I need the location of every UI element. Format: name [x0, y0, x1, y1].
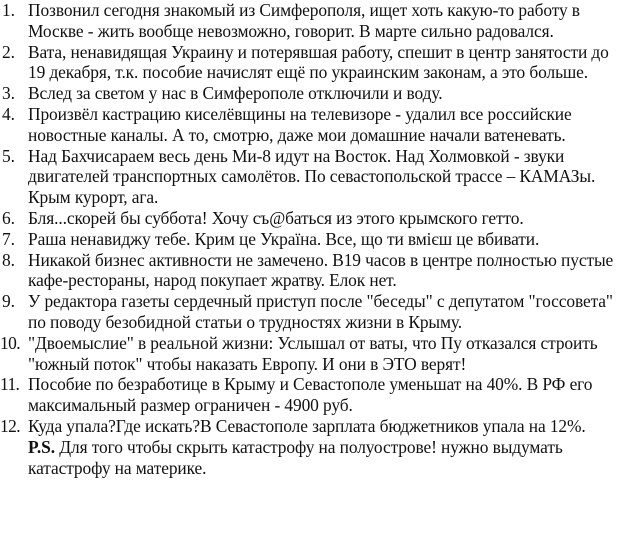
- postscript: [28, 437, 625, 479]
- item-number: 7.: [2, 228, 15, 249]
- postscript-text: Для того чтобы скрыть катастрофу на полуострове! нужно выдумать катастрофу на материке.: [28, 436, 563, 478]
- item-number: 2.: [2, 41, 15, 62]
- list-item: [0, 416, 625, 437]
- item-number: 11.: [0, 374, 20, 395]
- list-item: [0, 208, 625, 229]
- item-number: 9.: [2, 291, 15, 312]
- list-item: [0, 42, 625, 84]
- list-item: [0, 146, 625, 208]
- list-item: [0, 291, 625, 333]
- item-text: У редактора газеты сердечный приступ после "беседы" с депутатом "госсовета" по поводу безобидной статьи о трудностях жизни в Крыму.: [28, 291, 613, 332]
- list-item: [0, 374, 625, 416]
- item-number: 10.: [0, 332, 20, 353]
- item-text: Куда упала?Где искать?В Севастополе зарплата бюджетников упала на 12%.: [28, 415, 586, 436]
- item-text: Над Бахчисараем весь день Ми-8 идут на Восток. Над Холмовкой - звуки двигателей транспортных самолётов. По севастопольской трассе – КАМАЗы. Крым курорт, ага.: [28, 145, 596, 208]
- item-text: Вслед за светом у нас в Симферополе отключили и воду.: [28, 83, 443, 104]
- list-item: [0, 250, 625, 292]
- list-item: [0, 229, 625, 250]
- item-number: 3.: [2, 83, 15, 104]
- item-text: Произвёл кастрацию киселёвщины на телевизоре - удалил все российские новостные каналы. А то, смотрю, даже мои домашние начали ватеневать.: [28, 103, 572, 145]
- item-text: Никакой бизнес активности не замечено. В19 часов в центре полностью пустые кафе-рестораны, народ покупает жратву. Елок нет.: [28, 249, 614, 291]
- item-number: 5.: [2, 145, 15, 166]
- list-item: [0, 104, 625, 146]
- postscript-label: P.S.: [28, 436, 55, 457]
- item-text: Пособие по безработице в Крыму и Севастополе уменьшат на 40%. В РФ его максимальный размер ограничен - 4900 руб.: [28, 374, 593, 416]
- list-item: [0, 0, 625, 42]
- item-text: Позвонил сегодня знакомый из Симферополя, ищет хоть какую-то работу в Москве - жить вообще невозможно, говорит. В марте сильно радовался.: [28, 0, 580, 41]
- item-number: 6.: [2, 207, 15, 228]
- item-text: Бля...скорей бы суббота! Хочу съ@баться из этого крымского гетто.: [28, 207, 524, 228]
- item-text: Вата, ненавидящая Украину и потерявшая работу, спешит в центр занятости до 19 декабря, т.к. пособие начислят ещё по украинским законам, а это больше.: [28, 41, 609, 83]
- item-number: 12.: [0, 415, 20, 436]
- item-number: 8.: [2, 249, 15, 270]
- item-text: Раша ненавиджу тебе. Крим це Україна. Все, що ти вмієш це вбивати.: [28, 228, 540, 249]
- item-number: 4.: [2, 103, 15, 124]
- list-item: [0, 83, 625, 104]
- item-number: 1.: [2, 0, 15, 20]
- item-text: "Двоемыслие" в реальной жизни: Услышал от ваты, что Пу отказался строить "южный поток" чтобы наказать Европу. И они в ЭТО верят!: [28, 332, 598, 374]
- list-item: [0, 333, 625, 375]
